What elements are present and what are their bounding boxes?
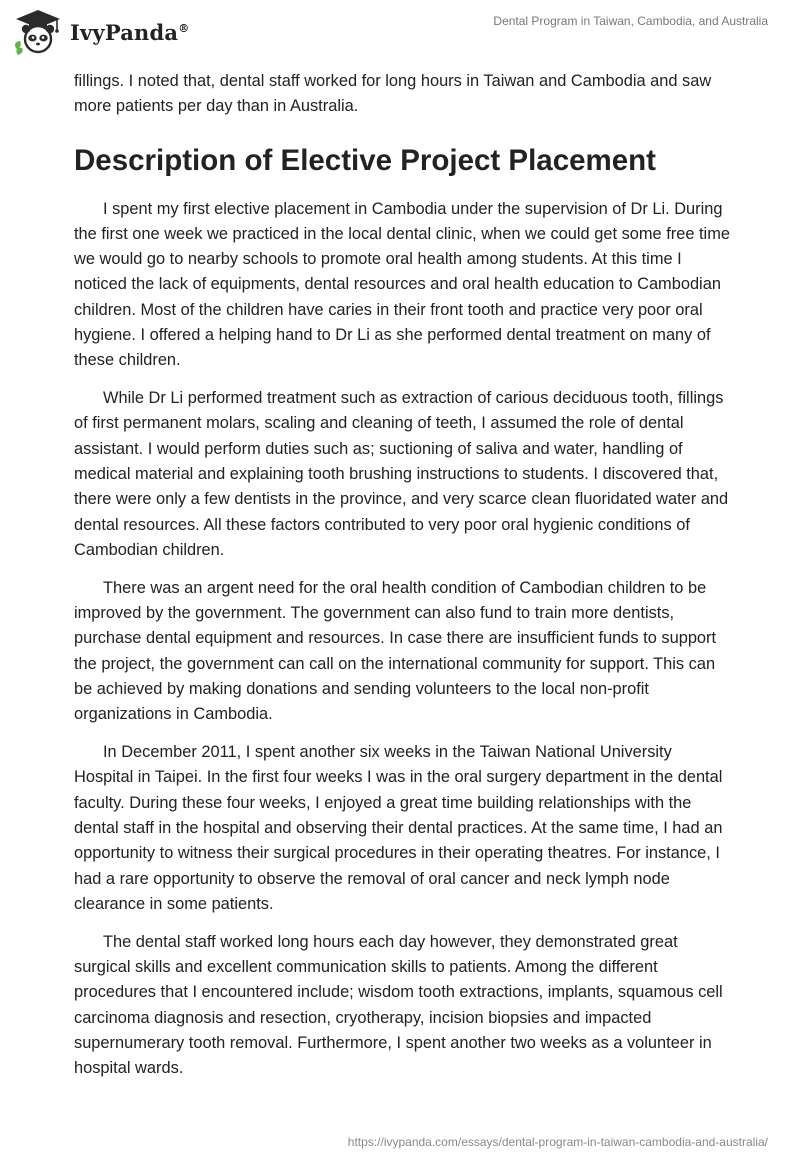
article-body <box>74 69 734 1094</box>
paragraph: While Dr Li performed treatment such as extraction of carious deciduous tooth, fillings of first permanent molars, scaling and cleaning of teeth, I assumed the role of dental assistant. I would perform duties such as; suctioning of saliva and water, handling of medical material and explaining tooth brushing instructions to students. I discovered that, there were only a few dentists in the province, and very scarce clean fluoridated water and dental resources. All these factors contributed to very poor oral hygienic conditions of Cambodian children. <box>74 389 729 559</box>
document-title: Dental Program in Taiwan, Cambodia, and Australia <box>493 14 768 28</box>
intro-paragraph: fillings. I noted that, dental staff worked for long hours in Taiwan and Cambodia and saw more patients per day than in Australia. <box>74 72 712 116</box>
ivypanda-logo[interactable] <box>12 8 189 56</box>
section-heading: Description of Elective Project Placement <box>74 143 657 177</box>
paragraph: In December 2011, I spent another six weeks in the Taiwan National University Hospital in Taipei. In the first four weeks I was in the oral surgery department in the dental faculty. During these four weeks, I enjoyed a great time building relationships with the dental staff in the hospital and observing their dental practices. At the same time, I had an opportunity to witness their surgical procedures in their operating theatres. For instance, I had a rare opportunity to observe the removal of oral cancer and neck lymph node clearance in some patients. <box>74 743 723 913</box>
brand-name: IvyPanda® <box>70 19 190 45</box>
paragraph: The dental staff worked long hours each day however, they demonstrated great surgical skills and excellent communication skills to patients. Among the different procedures that I encountered include; wisdom tooth extractions, implants, squamous cell carcinoma diagnosis and resection, cryotherapy, incision biopsies and impacted supernumerary tooth removal. Furthermore, I spent another two weeks as a volunteer in hospital wards. <box>74 932 723 1078</box>
paragraph: There was an argent need for the oral health condition of Cambodian children to be improved by the government. The government can also fund to train more dentists, purchase dental equipment and resources. In case there are insufficient funds to support the project, the government can call on the international community for support. This can be achieved by making donations and sending volunteers to the local non-profit organizations in Cambodia. <box>74 578 717 724</box>
page-header <box>0 0 800 60</box>
source-url-link[interactable]: https://ivypanda.com/essays/dental-program-in-taiwan-cambodia-and-australia/ <box>347 1135 768 1149</box>
paragraph: I spent my first elective placement in Cambodia under the supervision of Dr Li. During the first one week we practiced in the local dental clinic, when we could get some free time we would go to nearby schools to promote oral health among students. At this time I noticed the lack of equipments, dental resources and oral health education to Cambodian children. Most of the children have caries in their front tooth and practice very poor oral hygiene. I offered a helping hand to Dr Li as she performed dental treatment on many of these children. <box>74 199 730 370</box>
panda-graduate-icon <box>12 8 64 56</box>
